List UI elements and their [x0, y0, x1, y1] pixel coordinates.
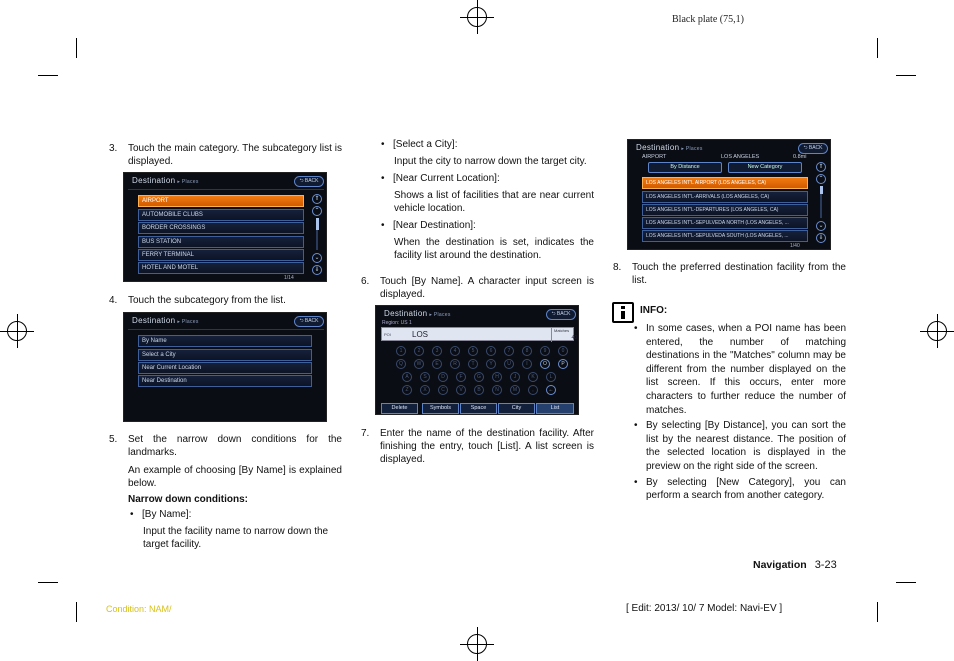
key-8[interactable]: 8 — [522, 346, 532, 356]
key-4[interactable]: 4 — [450, 346, 460, 356]
key-v[interactable]: V — [456, 385, 466, 395]
screen-main-category — [123, 172, 327, 282]
key-j[interactable]: J — [510, 372, 520, 382]
key-comma[interactable]: , — [528, 385, 538, 395]
back-button[interactable]: ⮌ BACK — [294, 316, 324, 327]
scroll-bottom-icon[interactable]: ⇓ — [312, 265, 322, 275]
by-distance-button[interactable]: By Distance — [648, 162, 722, 173]
list-item[interactable]: LOS ANGELES INT'L AIRPORT (LOS ANGELES, CA) — [642, 177, 808, 189]
delete-button[interactable]: Delete — [381, 403, 418, 414]
plate-label: Black plate (75,1) — [672, 14, 744, 25]
near-destination-desc: When the destination is set, indicates the facility list around the destination. — [394, 237, 594, 261]
key-w[interactable]: W — [414, 359, 424, 369]
key-0[interactable]: 0 — [558, 346, 568, 356]
region-label: Region: US 1 — [382, 320, 412, 326]
select-city-desc: Input the city to narrow down the target city. — [394, 156, 587, 167]
key-y[interactable]: Y — [486, 359, 496, 369]
step-4: 4. Touch the subcategory from the list. — [109, 295, 286, 306]
registration-mark-left — [0, 314, 34, 348]
scroll-top-icon[interactable]: ⇑ — [816, 162, 826, 172]
key-5[interactable]: 5 — [468, 346, 478, 356]
registration-mark-right — [920, 314, 954, 348]
page-indicator: 1/40 — [790, 243, 800, 249]
key-s[interactable]: S — [420, 372, 430, 382]
symbols-button[interactable]: Symbols — [422, 403, 459, 414]
scrollbar[interactable] — [820, 186, 823, 194]
key-b[interactable]: B — [474, 385, 484, 395]
scrollbar[interactable] — [316, 218, 319, 230]
step-5: 5. Set the narrow down conditions for the landmarks. — [109, 434, 342, 458]
key-e[interactable]: E — [432, 359, 442, 369]
key-k[interactable]: K — [528, 372, 538, 382]
scroll-top-icon[interactable]: ⇑ — [312, 194, 322, 204]
page-indicator: 1/14 — [284, 275, 294, 281]
list-item[interactable]: Near Current Location — [138, 362, 312, 374]
key-z[interactable]: Z — [402, 385, 412, 395]
bullet-near-destination: • [Near Destination]: — [379, 219, 594, 232]
crop-mark — [38, 582, 58, 583]
bullet-by-name: • [By Name]: — [128, 508, 342, 521]
key-a[interactable]: A — [402, 372, 412, 382]
screen-character-input — [375, 305, 579, 415]
key-f[interactable]: F — [456, 372, 466, 382]
key-3[interactable]: 3 — [432, 346, 442, 356]
new-category-button[interactable]: New Category — [728, 162, 802, 173]
list-item[interactable]: AIRPORT — [138, 195, 304, 207]
registration-mark-top — [460, 0, 494, 34]
key-6[interactable]: 6 — [486, 346, 496, 356]
near-current-desc: Shows a list of facilities that are near current vehicle location. — [394, 190, 594, 214]
screen-result-list — [627, 139, 831, 250]
bullet-near-current: • [Near Current Location]: — [379, 172, 594, 185]
key-p[interactable]: P — [558, 359, 568, 369]
key-q[interactable]: Q — [396, 359, 406, 369]
screen-title: Destination ▸ Places — [132, 176, 199, 185]
matches-box: Matches 40 — [551, 328, 579, 342]
list-button[interactable]: List — [536, 403, 574, 414]
key-d[interactable]: D — [438, 372, 448, 382]
crop-mark — [76, 38, 77, 58]
info-bullet: • In some cases, when a POI name has been entered, the number of matching destinations in the "Matches" column may be different from the number displayed on the list screen. If this occurs, enter more characters to further reduce the number of matches. — [632, 322, 846, 417]
search-input[interactable]: POI LOS Matches 40 — [381, 327, 574, 341]
key-backspace[interactable]: ← — [546, 385, 556, 395]
list-item[interactable]: FERRY TERMINAL — [138, 249, 304, 261]
step-3: 3. Touch the main category. The subcategory list is displayed. — [109, 143, 342, 167]
list-item[interactable]: LOS ANGELES INT'L-ARRIVALS (LOS ANGELES, CA) — [642, 191, 808, 203]
edit-label: [ Edit: 2013/ 10/ 7 Model: Navi-EV ] — [626, 603, 783, 614]
info-list — [632, 322, 846, 503]
key-g[interactable]: G — [474, 372, 484, 382]
scroll-up-icon[interactable]: ⌃ — [816, 174, 826, 184]
page-footer: Navigation 3-23 — [753, 559, 837, 571]
key-u[interactable]: U — [504, 359, 514, 369]
info-bullet: • By selecting [New Category], you can perform a search from another category. — [632, 476, 846, 503]
list-item[interactable]: Near Destination — [138, 375, 312, 387]
city-label: LOS ANGELES — [721, 154, 760, 160]
list-item[interactable]: LOS ANGELES INT'L-SEPULVEDA SOUTH (LOS ANGELES, ... — [642, 230, 808, 242]
step-7: 7. Enter the name of the destination facility. After finishing the entry, touch [List]. A list screen is displayed. — [361, 428, 594, 465]
list-item[interactable]: Select a City — [138, 349, 312, 361]
back-button[interactable]: ⮌ BACK — [546, 309, 576, 320]
crop-mark — [76, 602, 77, 622]
info-heading: INFO: — [640, 305, 668, 316]
narrow-heading: Narrow down conditions: — [128, 494, 248, 505]
key-r[interactable]: R — [450, 359, 460, 369]
key-m[interactable]: M — [510, 385, 520, 395]
key-i[interactable]: I — [522, 359, 532, 369]
screen-title: Destination ▸ Places — [384, 309, 451, 318]
scroll-up-icon[interactable]: ⌃ — [312, 206, 322, 216]
info-icon — [612, 302, 634, 323]
space-button[interactable]: Space — [460, 403, 497, 414]
column-2 — [379, 138, 594, 262]
crop-mark — [877, 602, 878, 622]
key-x[interactable]: X — [420, 385, 430, 395]
info-bullet: • By selecting [By Distance], you can sort the list by the nearest distance. The position of the selected location is displayed in the preview on the right side of the screen. — [632, 419, 846, 473]
condition-label: Condition: NAM/ — [106, 604, 172, 614]
list-item[interactable]: By Name — [138, 335, 312, 347]
scroll-down-icon[interactable]: ⌄ — [312, 253, 322, 263]
step-6: 6. Touch [By Name]. A character input screen is displayed. — [361, 276, 594, 300]
key-2[interactable]: 2 — [414, 346, 424, 356]
key-n[interactable]: N — [492, 385, 502, 395]
list-item[interactable]: BORDER CROSSINGS — [138, 222, 304, 234]
key-c[interactable]: C — [438, 385, 448, 395]
back-button[interactable]: ⮌ BACK — [294, 176, 324, 187]
column-1 — [109, 142, 342, 168]
scroll-bottom-icon[interactable]: ⇓ — [816, 233, 826, 243]
bullet-select-city: • [Select a City]: — [379, 138, 594, 151]
crop-mark — [896, 75, 916, 76]
category-label: AIRPORT — [642, 154, 667, 160]
back-button[interactable]: ⮌ BACK — [798, 143, 828, 154]
list-item[interactable]: LOS ANGELES INT'L-SEPULVEDA NORTH (LOS ANGELES, ... — [642, 217, 808, 229]
list-item[interactable]: AUTOMOBILE CLUBS — [138, 209, 304, 221]
scroll-down-icon[interactable]: ⌄ — [816, 221, 826, 231]
key-h[interactable]: H — [492, 372, 502, 382]
crop-mark — [877, 38, 878, 58]
screen-subcategory — [123, 312, 327, 422]
key-1[interactable]: 1 — [396, 346, 406, 356]
list-item[interactable]: LOS ANGELES INT'L-DEPARTURES (LOS ANGELES, CA) — [642, 204, 808, 216]
list-item[interactable]: BUS STATION — [138, 236, 304, 248]
registration-mark-bottom — [460, 627, 494, 661]
city-button[interactable]: City — [498, 403, 535, 414]
crop-mark — [896, 582, 916, 583]
step-8: 8. Touch the preferred destination facility from the list. — [613, 262, 846, 286]
crop-mark — [38, 75, 58, 76]
by-name-desc: Input the facility name to narrow down the target facility. — [143, 526, 329, 550]
example-text: An example of choosing [By Name] is explained below. — [128, 465, 342, 489]
distance-label: 0.8mi — [793, 154, 807, 160]
screen-title: Destination ▸ Places — [636, 143, 703, 152]
key-o[interactable]: O — [540, 359, 550, 369]
key-l[interactable]: L — [546, 372, 556, 382]
list-item[interactable]: HOTEL AND MOTEL — [138, 262, 304, 274]
key-t[interactable]: T — [468, 359, 478, 369]
screen-title: Destination ▸ Places — [132, 316, 199, 325]
key-9[interactable]: 9 — [540, 346, 550, 356]
key-7[interactable]: 7 — [504, 346, 514, 356]
